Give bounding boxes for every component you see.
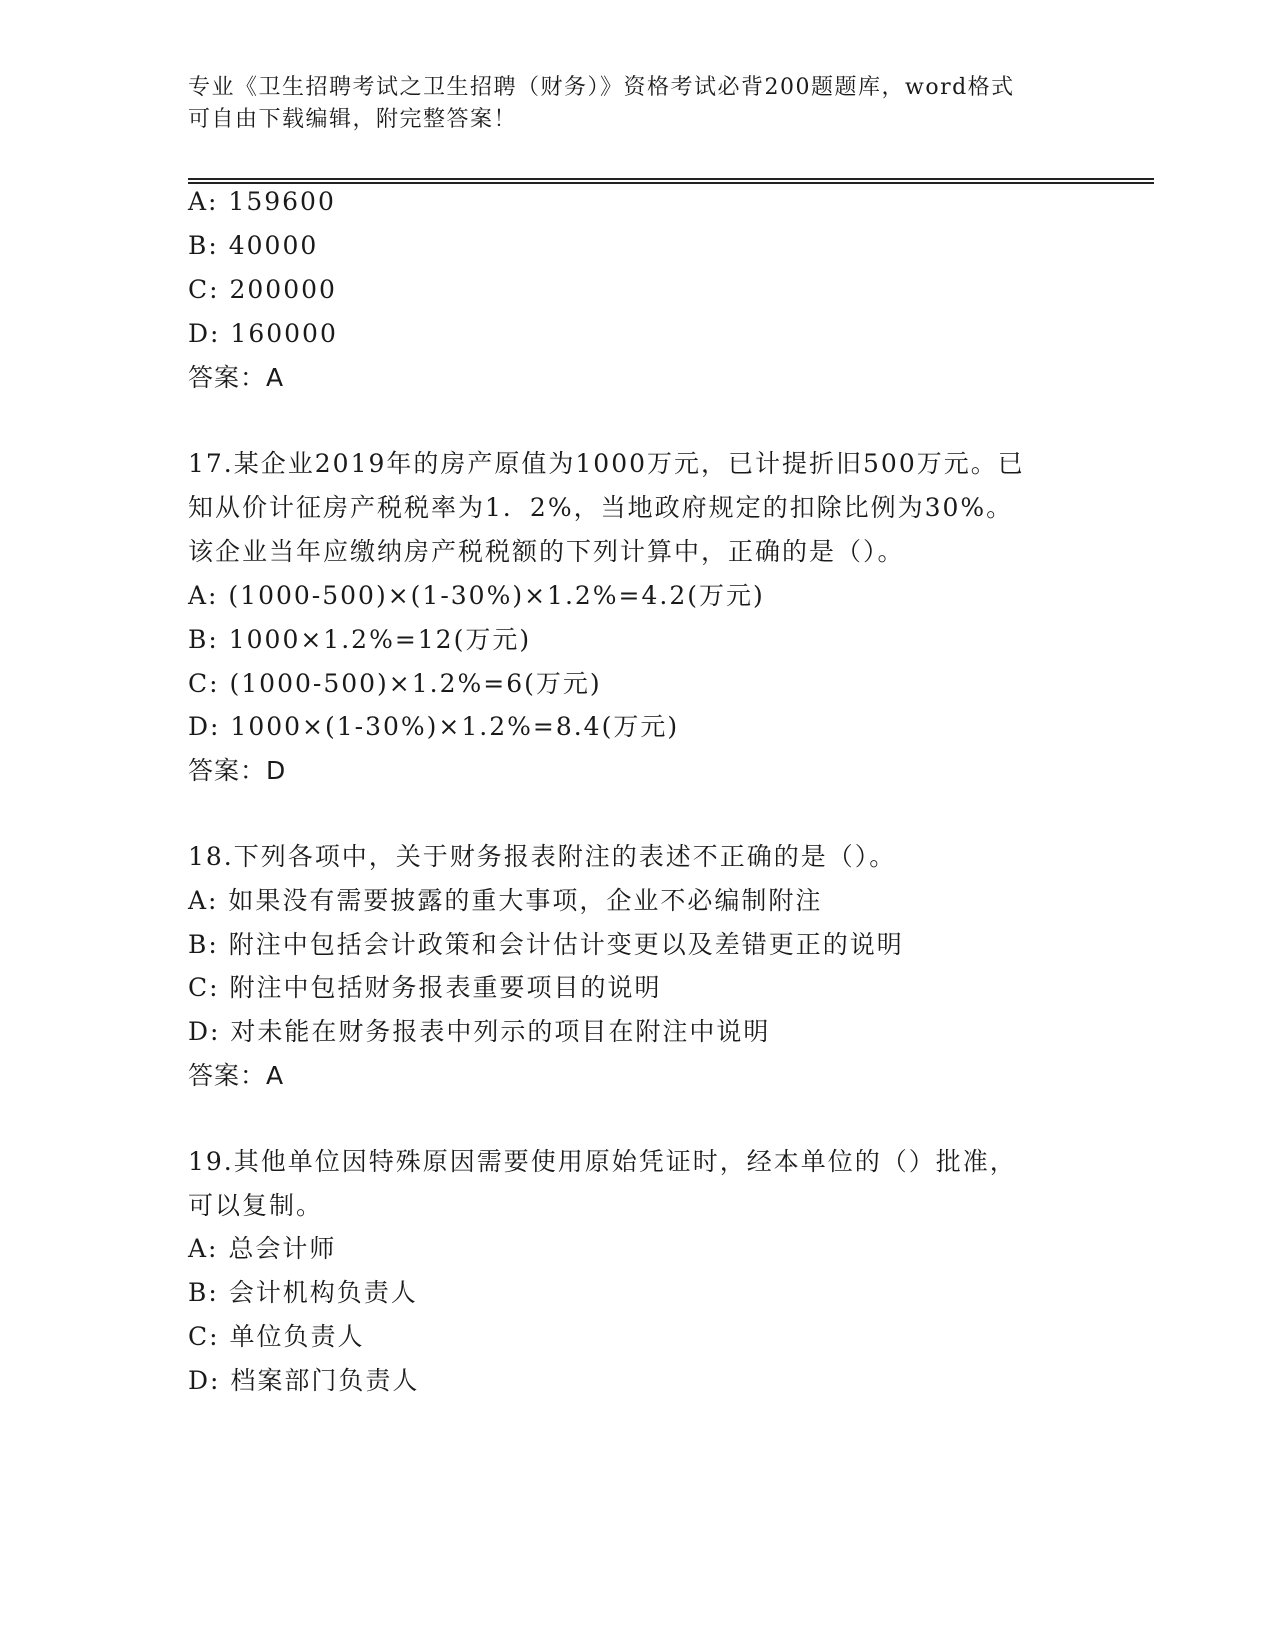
q19-stem-line-2: 可以复制。	[188, 1191, 324, 1220]
q16-option-a: A: 159600	[188, 187, 336, 216]
q18-option-d: D: 对未能在财务报表中列示的项目在附注中说明	[188, 1017, 771, 1046]
q19-stem-line-1: 19.其他单位因特殊原因需要使用原始凭证时，经本单位的（）批准，	[188, 1147, 1017, 1176]
header-line-2: 可自由下载编辑，附完整答案！	[188, 107, 518, 132]
header-divider-bottom	[188, 182, 1154, 184]
document-header	[188, 72, 1088, 136]
q17-stem-line-2: 知从价计征房产税税率为1．2%，当地政府规定的扣除比例为30%。	[188, 493, 1014, 522]
q19-option-a: A: 总会计师	[188, 1234, 337, 1263]
q17-option-a: A: (1000-500)×(1-30%)×1.2%=4.2(万元)	[188, 581, 765, 610]
q19-option-c: C: 单位负责人	[188, 1322, 365, 1351]
header-line-1: 专业《卫生招聘考试之卫生招聘（财务）》资格考试必背200题题库，word格式	[188, 75, 1015, 100]
q16-option-b: B: 40000	[188, 231, 319, 260]
q19-option-b: B: 会计机构负责人	[188, 1278, 418, 1307]
q17-answer: 答案：D	[188, 756, 287, 785]
q17-stem-line-1: 17.某企业2019年的房产原值为1000万元，已计提折旧500万元。已	[188, 449, 1025, 478]
q18-answer: 答案：A	[188, 1061, 285, 1090]
q17-option-c: C: (1000-500)×1.2%=6(万元)	[188, 669, 602, 698]
q16-answer: 答案：A	[188, 363, 285, 392]
q18-option-c: C: 附注中包括财务报表重要项目的说明	[188, 973, 662, 1002]
q18-option-b: B: 附注中包括会计政策和会计估计变更以及差错更正的说明	[188, 930, 904, 959]
q19-option-d: D: 档案部门负责人	[188, 1366, 420, 1395]
q16-option-c: C: 200000	[188, 275, 337, 304]
header-divider-top	[188, 178, 1154, 180]
q16-option-d: D: 160000	[188, 319, 338, 348]
q17-option-b: B: 1000×1.2%=12(万元)	[188, 625, 532, 654]
q18-stem-line-1: 18.下列各项中，关于财务报表附注的表述不正确的是（）。	[188, 842, 897, 871]
q17-stem-line-3: 该企业当年应缴纳房产税税额的下列计算中，正确的是（）。	[188, 537, 905, 566]
q18-option-a: A: 如果没有需要披露的重大事项，企业不必编制附注	[188, 886, 823, 915]
q17-option-d: D: 1000×(1-30%)×1.2%=8.4(万元)	[188, 712, 680, 741]
